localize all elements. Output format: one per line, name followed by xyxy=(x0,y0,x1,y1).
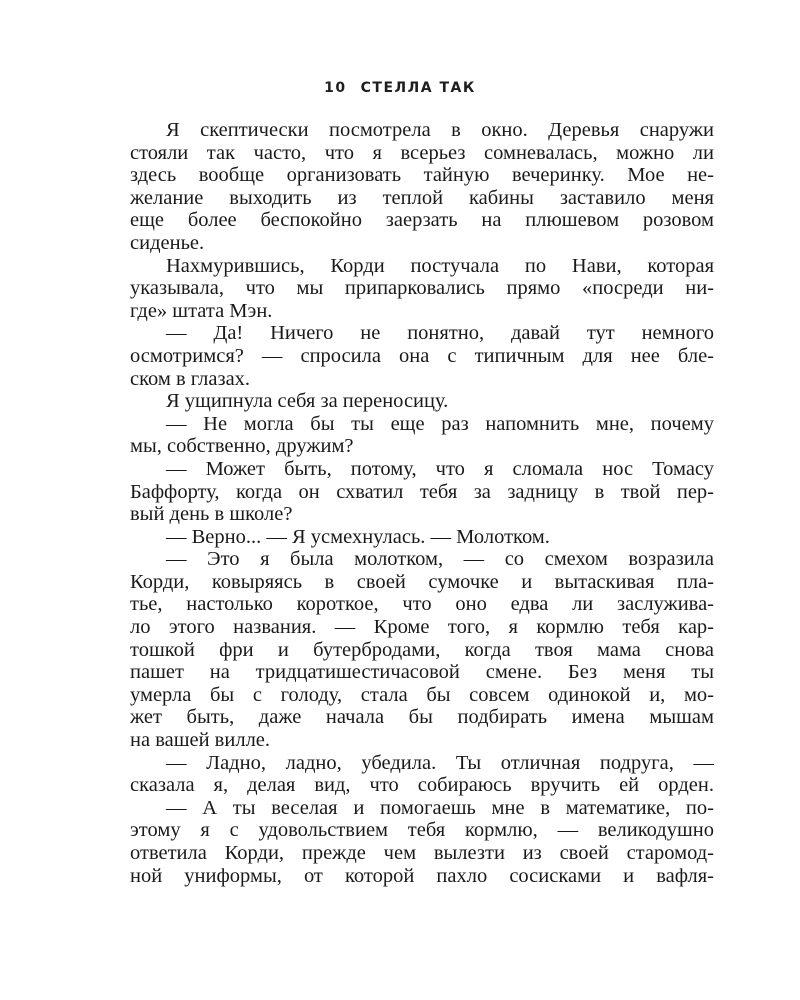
text-line: ло этого названия. — Кроме того, я кормлю тебя кар- xyxy=(130,616,714,639)
text-line: — Может быть, потому, что я сломала нос Томасу xyxy=(166,457,714,480)
text-line: ском в глазах. xyxy=(130,367,251,390)
text-line: мы, собственно, дружим? xyxy=(130,435,354,458)
text-line: пашет на тридцатишестичасовой смене. Без меня ты xyxy=(130,661,714,684)
running-header xyxy=(0,80,800,96)
text-line: — Да! Ничего не понятно, давай тут немного xyxy=(166,322,714,345)
text-line: тошкой фри и бутербродами, когда твоя мама снова xyxy=(130,638,714,661)
page-number: 10 xyxy=(324,80,347,96)
text-line: еще более беспокойно заерзать на плюшевом розовом xyxy=(130,209,714,232)
text-line: жет быть, даже начала бы подбирать имена мышам xyxy=(130,706,714,729)
text-line: — А ты веселая и помогаешь мне в математике, по- xyxy=(166,796,714,819)
text-line: стояли так часто, что я всерьез сомневалась, можно ли xyxy=(130,141,714,164)
text-line: Корди, ковыряясь в своей сумочке и вытаскивая пла- xyxy=(130,570,714,593)
text-line: Я ущипнула себя за переносицу. xyxy=(166,390,449,413)
text-line: Нахмурившись, Корди постучала по Нави, которая xyxy=(166,254,714,277)
text-line: Баффорту, когда он схватил тебя за задницу в твой пер- xyxy=(130,480,714,503)
text-line: сказала я, делая вид, что собираюсь вручить ей орден. xyxy=(130,774,714,797)
body-text xyxy=(130,119,714,887)
text-line: ной униформы, от которой пахло сосисками и вафля- xyxy=(130,864,714,887)
text-line: — Верно... — Я усмехнулась. — Молотком. xyxy=(166,525,550,548)
running-title: СТЕЛЛА ТАК xyxy=(360,80,476,96)
text-line: ответила Корди, прежде чем вылезти из своей старомод- xyxy=(130,842,714,864)
text-line: — Ладно, ладно, убедила. Ты отличная подруга, — xyxy=(166,751,714,774)
text-line: на вашей вилле. xyxy=(130,729,271,752)
text-line: указывала, что мы припарковались прямо «посреди ни- xyxy=(130,277,714,300)
text-line: сиденье. xyxy=(130,231,205,254)
text-line: — Это я была молотком, — со смехом возразила xyxy=(166,548,714,571)
text-line: где» штата Мэн. xyxy=(130,299,273,322)
text-line: желание выходить из теплой кабины заставило меня xyxy=(130,186,714,209)
text-line: здесь вообще организовать тайную вечеринку. Мое не- xyxy=(130,164,714,187)
text-line: Я скептически посмотрела в окно. Деревья снаружи xyxy=(166,119,714,141)
text-line: осмотримся? — спросила она с типичным для нее бле- xyxy=(130,344,714,367)
text-line: — Не могла бы ты еще раз напомнить мне, почему xyxy=(166,412,714,435)
text-line: умерла бы с голоду, стала бы совсем одинокой и, мо- xyxy=(130,683,714,706)
text-line: тье, настолько короткое, что оно едва ли заслужива- xyxy=(130,593,714,616)
text-line: вый день в школе? xyxy=(130,503,293,526)
text-line: этому я с удовольствием тебя кормлю, — великодушно xyxy=(130,819,714,842)
